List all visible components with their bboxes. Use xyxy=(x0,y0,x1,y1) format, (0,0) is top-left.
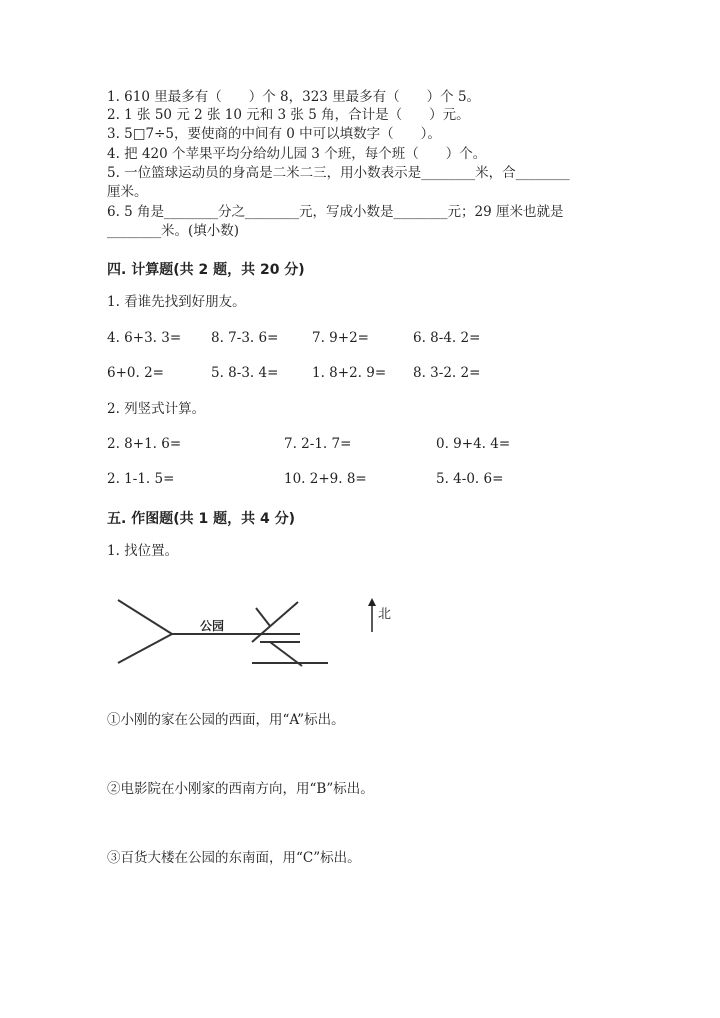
instruction-line: ③百货大楼在公园的东南面，用“C”标出。 xyxy=(107,850,361,866)
question-line: 3. 5□7÷5，要使商的中间有 0 中可以填数字（ ）。 xyxy=(107,126,441,142)
calc-item: 4. 6+3. 3= xyxy=(107,330,182,346)
calc-item: 6+0. 2= xyxy=(107,365,164,381)
north-arrow-icon xyxy=(368,598,376,632)
calc-item: 10. 2+9. 8= xyxy=(284,471,367,487)
calc-item: 8. 3-2. 2= xyxy=(413,365,481,381)
calc-item: 7. 2-1. 7= xyxy=(284,436,352,452)
question-line: 1. 610 里最多有（ ）个 8，323 里最多有（ ）个 5。 xyxy=(107,89,481,105)
road-line xyxy=(256,608,270,626)
calc-item: 0. 9+4. 4= xyxy=(436,436,511,452)
road-line xyxy=(118,600,172,634)
calc-item: 1. 8+2. 9= xyxy=(312,365,387,381)
calc-item: 7. 9+2= xyxy=(312,330,369,346)
section-heading: 四. 计算题(共 2 题，共 20 分) xyxy=(107,262,305,278)
question-line: 厘米。 xyxy=(107,184,148,200)
question-line: 2. 1 张 50 元 2 张 10 元和 3 张 5 角，合计是（ ）元。 xyxy=(107,107,470,123)
road-line xyxy=(252,602,298,642)
question-title: 2. 列竖式计算。 xyxy=(107,401,206,417)
calc-item: 5. 8-3. 4= xyxy=(211,365,279,381)
road-line xyxy=(118,634,172,663)
calc-item: 8. 7-3. 6= xyxy=(211,330,279,346)
question-title: 1. 找位置。 xyxy=(107,543,179,559)
instruction-line: ①小刚的家在公园的西面，用“A”标出。 xyxy=(107,712,345,728)
calc-item: 2. 8+1. 6= xyxy=(107,436,182,452)
north-label: 北 xyxy=(378,607,392,622)
question-line: 4. 把 420 个苹果平均分给幼儿园 3 个班，每个班（ ）个。 xyxy=(107,146,487,162)
question-title: 1. 看谁先找到好朋友。 xyxy=(107,294,246,310)
question-line: 5. 一位篮球运动员的身高是二米二三，用小数表示是________米，合________ xyxy=(107,165,570,181)
calc-item: 2. 1-1. 5= xyxy=(107,471,175,487)
location-map xyxy=(110,590,410,670)
instruction-line: ②电影院在小刚家的西南方向，用“B”标出。 xyxy=(107,781,374,797)
park-label: 公园 xyxy=(200,619,225,633)
question-line: 6. 5 角是________分之________元，写成小数是________元；29 厘米也就是 xyxy=(107,204,564,220)
section-heading: 五. 作图题(共 1 题，共 4 分) xyxy=(107,511,295,527)
calc-item: 6. 8-4. 2= xyxy=(413,330,481,346)
calc-item: 5. 4-0. 6= xyxy=(436,471,504,487)
question-line: ________米。(填小数) xyxy=(107,223,240,239)
